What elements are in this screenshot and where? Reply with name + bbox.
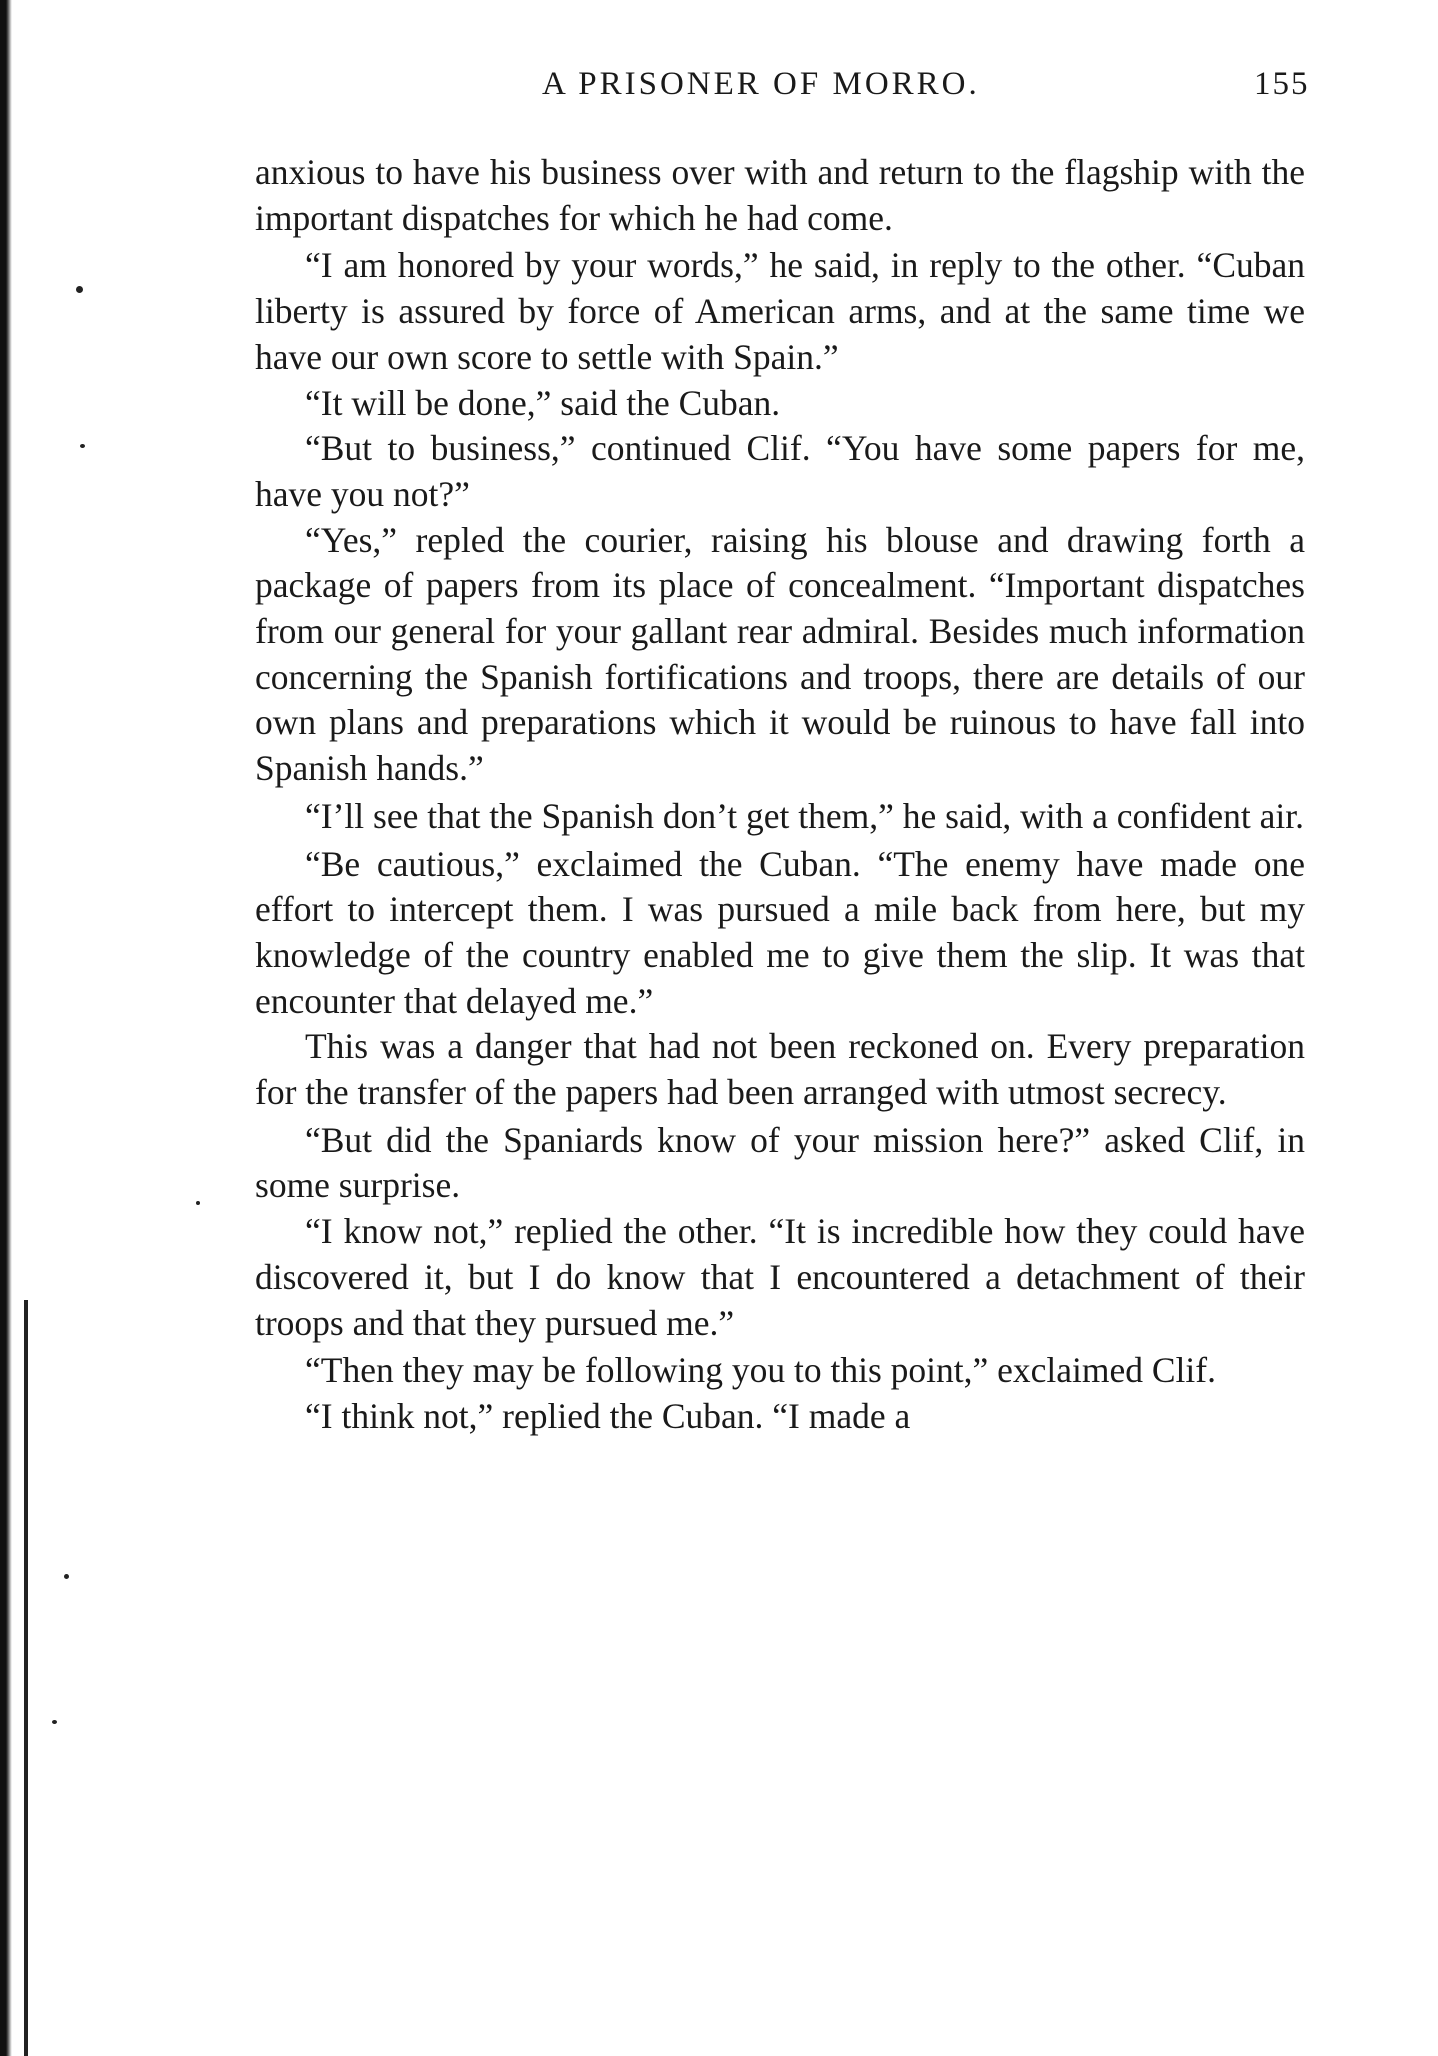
paragraph: “I know not,” replied the other. “It is incredible how they could have discovered it, but I do know that I encountered a detachment of their troops and that they pursued me.”	[255, 1211, 1305, 1343]
margin-speck	[76, 286, 83, 293]
margin-speck	[80, 444, 85, 448]
margin-speck	[52, 1720, 57, 1724]
paragraph: “Yes,” repled the courier, raising his blouse and drawing forth a package of papers from its place of concealment. “Important dispatches from our general for your gallant rear admiral. Besides much information concerning the Spanish fortifications and troops, there are details of our own plans and preparations which it would be ruinous to have fall into Spanish hands.”	[255, 519, 1305, 789]
paragraph: “Be cautious,” exclaimed the Cuban. “The enemy have made one effort to intercept them. I was pursued a mile back from here, but my knowledge of the country enabled me to give them the slip. It was that encounter that delayed me.”	[255, 843, 1305, 1021]
paragraph: “I am honored by your words,” he said, in reply to the other. “Cuban liberty is assured by force of American arms, and at the same time we have our own score to settle with Spain.”	[255, 245, 1305, 377]
paragraph: This was a danger that had not been reckoned on. Every preparation for the transfer of the papers had been arranged with utmost secrecy.	[255, 1026, 1305, 1113]
page-number: 155	[1254, 66, 1310, 102]
paragraph: “Then they may be following you to this point,” exclaimed Clif.	[305, 1350, 1216, 1391]
paragraph: “But did the Spaniards know of your mission here?” asked Clif, in some surprise.	[255, 1119, 1305, 1206]
running-head: A PRISONER OF MORRO.	[542, 66, 980, 102]
margin-speck	[64, 1574, 69, 1579]
paragraph: anxious to have his business over with and return to the flagship with the important dispatches for which he had come.	[255, 152, 1305, 238]
page-binding-edge	[0, 0, 12, 2056]
page-header	[0, 66, 1438, 116]
paragraph: “But to business,” continued Clif. “You have some papers for me, have you not?”	[255, 428, 1305, 514]
margin-speck	[196, 1201, 200, 1205]
paragraph: “I’ll see that the Spanish don’t get them,” he said, with a confident air.	[305, 795, 1304, 836]
paragraph: “I think not,” replied the Cuban. “I made a	[305, 1395, 911, 1436]
body-text	[255, 150, 1305, 1440]
paragraph: “It will be done,” said the Cuban.	[305, 382, 781, 423]
page-binding-shadow	[24, 1300, 28, 2056]
